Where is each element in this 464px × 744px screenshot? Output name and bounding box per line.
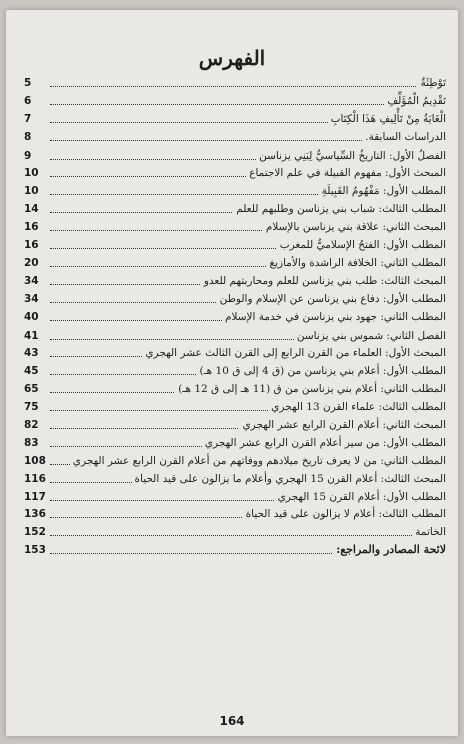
toc-entry-page: 153: [24, 544, 46, 557]
toc-entry: [24, 288, 446, 306]
toc-entry-page: 16: [24, 239, 39, 252]
toc-entry-page: 8: [24, 130, 32, 143]
toc-entry-page: 10: [24, 167, 39, 180]
toc-entry-title: المبحث الأول: العلماء من القرن الرابع إلى القرن الثالث عشر الهجري: [142, 347, 446, 359]
toc-entry: [24, 396, 446, 414]
toc-entry: [24, 198, 446, 216]
toc-entry: [24, 306, 446, 324]
toc-entry-title: المطلب الأول: أعلام القرن 15 الهجري: [275, 491, 446, 503]
toc-entry: [24, 378, 446, 396]
toc-entry-title: المطلب الأول: مَفْهُومُ القَبِيلَةِ: [319, 185, 446, 197]
toc-entry-title: المطلب الأول: الفتحُ الإسلاميُّ للمغرب: [277, 239, 446, 251]
toc-entry-title: المطلب الثالث: شباب بني يزناسن وطلبهم للعلم: [233, 203, 446, 215]
toc-entry-page: 41: [24, 329, 39, 342]
toc-entry: [24, 90, 446, 108]
toc-entry: [24, 270, 446, 288]
toc-entry: [24, 343, 446, 361]
toc-entry: [24, 504, 446, 522]
toc-entry: [24, 324, 446, 343]
toc-entry-title: تَقْدِيمُ الْمُؤَلِّفِ: [384, 95, 446, 107]
toc-entry-page: 117: [24, 490, 46, 503]
toc-entry-title: المطلب الثاني: أعلام بني يزناسن من ق (11 هـ إلى ق 12 هـ): [175, 383, 446, 395]
toc-entry: [24, 108, 446, 126]
toc-entry-page: 7: [24, 112, 32, 125]
toc-entry: [24, 180, 446, 198]
book-page: [6, 10, 458, 736]
toc-entry-title: الخاتمة: [412, 526, 446, 538]
toc-entry-page: 136: [24, 508, 46, 521]
toc-entry-page: 108: [24, 454, 46, 467]
toc-entry-page: 34: [24, 292, 39, 305]
toc-entry-page: 40: [24, 310, 39, 323]
toc-entry-title: المطلب الثالث: أعلام لا يزالون على قيد الحياة: [243, 508, 446, 520]
toc-entry-title: المبحث الثالث: طلب بني يزناسن للعلم ومحاربتهم للعدو: [201, 275, 446, 287]
toc-entry-title: المطلب الثالث: علماء القرن 13 الهجري: [268, 401, 446, 413]
toc-entry-title: المطلب الأول: دفاع بني يزناسن عن الإسلام والوطن: [217, 293, 446, 305]
page-number: 164: [219, 714, 245, 728]
toc-entry: [24, 163, 446, 181]
toc-entry-page: 20: [24, 256, 39, 269]
toc-entry-title: الفصل الثاني: شموس بني يزناسن: [294, 330, 446, 342]
toc-entry: [24, 234, 446, 252]
toc-entry-title: المبحث الثاني: أعلام القرن الرابع عشر الهجري: [239, 419, 446, 431]
toc-entry: [24, 216, 446, 234]
toc-entry: [24, 450, 446, 468]
toc-entry-title: تَوْطِئَةٌ: [417, 77, 446, 89]
toc-entry-title: المبحث الثاني: علاقة بني يزناسن بالإسلام: [263, 221, 446, 233]
toc-entry-title: المبحث الأول: مفهوم القبيلة في علم الاجتماع: [246, 167, 446, 179]
leader-dots: [50, 86, 446, 87]
table-of-contents: [24, 72, 446, 557]
toc-entry: [24, 72, 446, 90]
toc-entry-title: الدراسات السابقة.: [362, 131, 446, 143]
toc-entry: [24, 126, 446, 144]
toc-entry: [24, 521, 446, 539]
toc-entry-page: 83: [24, 436, 39, 449]
toc-entry: [24, 486, 446, 504]
toc-entry-page: 5: [24, 76, 32, 89]
toc-entry-page: 65: [24, 383, 39, 396]
toc-entry-title: لائحة المصادر والمراجع:: [333, 543, 446, 556]
toc-entry: [24, 414, 446, 432]
toc-entry-page: 9: [24, 149, 32, 162]
toc-entry-page: 45: [24, 365, 39, 378]
toc-entry: [24, 539, 446, 557]
toc-entry-page: 34: [24, 274, 39, 287]
toc-entry-page: 10: [24, 185, 39, 198]
toc-entry: [24, 432, 446, 450]
toc-entry-title: المبحث الثالث: أعلام القرن 15 الهجري وأعلام ما يزالون على قيد الحياة: [132, 473, 446, 485]
toc-entry-page: 43: [24, 347, 39, 360]
toc-entry-title: المطلب الثاني: الخلافة الراشدة والأمازيغ: [267, 257, 446, 269]
toc-entry-page: 82: [24, 419, 39, 432]
toc-entry: [24, 360, 446, 378]
toc-entry-page: 116: [24, 472, 46, 485]
toc-entry-title: الْغَايَةُ مِنْ تَأْلِيفِ هَذَا الْكِتَابِ: [328, 113, 446, 125]
toc-entry-page: 14: [24, 203, 39, 216]
toc-entry-title: المطلب الأول: من سير أعلام القرن الرابع عشر الهجري: [202, 437, 446, 449]
toc-entry-page: 152: [24, 526, 46, 539]
toc-entry-title: المطلب الأول: أعلام بني يزناسن من (ق 4 إلى ق 10 هـ): [196, 365, 446, 377]
toc-entry-title: الفصلُ الأول: التاريخُ السِّياسيُّ لِبَنِي يزناسن: [256, 150, 446, 162]
toc-entry-title: المطلب الثاني: من لا يعرف تاريخ ميلادهم ووفاتهم من أعلام القرن الرابع عشر الهجري: [70, 455, 446, 467]
page-title: الفهرس: [198, 46, 266, 70]
toc-entry-title: المطلب الثاني: جهود بني يزناسن في خدمة الإسلام: [222, 311, 446, 323]
toc-entry: [24, 252, 446, 270]
toc-entry: [24, 144, 446, 163]
leader-dots: [50, 535, 446, 536]
toc-entry-page: 6: [24, 94, 32, 107]
toc-entry-page: 75: [24, 401, 39, 414]
toc-entry: [24, 468, 446, 486]
toc-entry-page: 16: [24, 221, 39, 234]
